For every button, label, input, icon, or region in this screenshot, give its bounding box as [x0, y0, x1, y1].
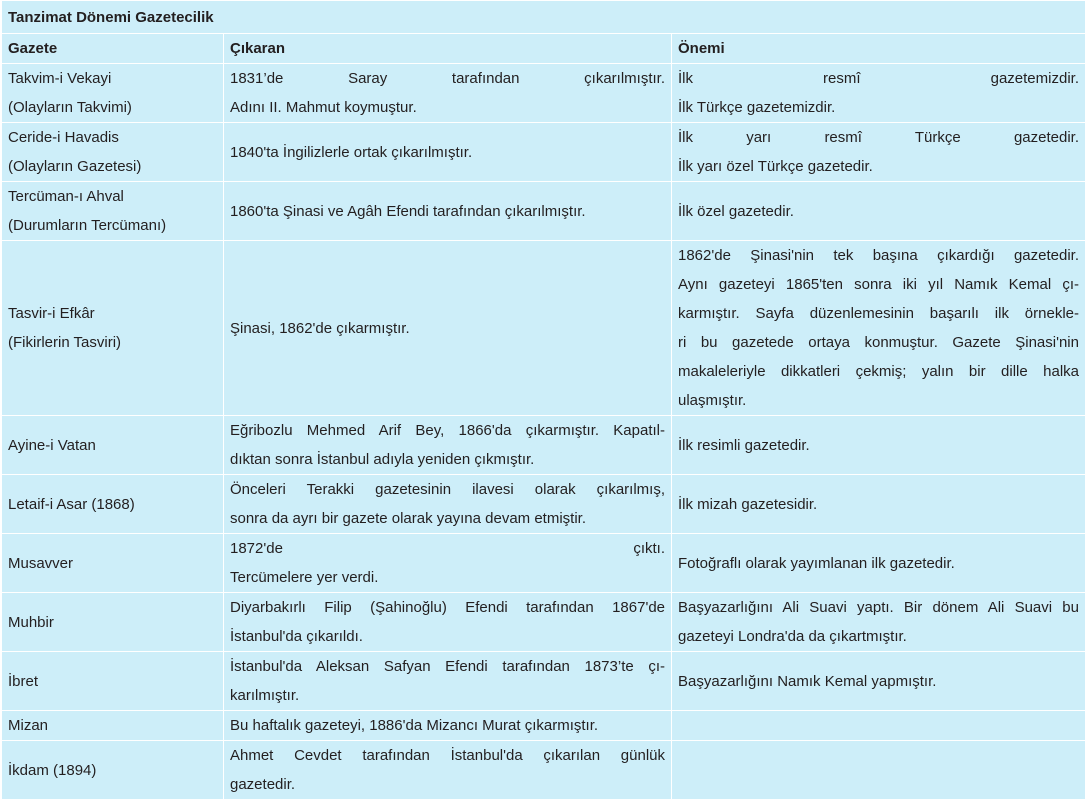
onemi-line: İlk yarı resmî Türkçe gazetedir.: [678, 129, 1079, 146]
table-row: [2, 593, 1086, 652]
cikaran-line: Önceleri Terakki gazetesinin ilavesi olarak çıkarılmış,: [230, 481, 665, 498]
table-row: [2, 182, 1086, 241]
table-title-row: [2, 1, 1086, 34]
cikaran-line: Ahmet Cevdet tarafından İstanbul'da çıkarılan günlük: [230, 747, 665, 764]
table-title: Tanzimat Dönemi Gazetecilik: [2, 1, 1086, 34]
onemi-line: 1862'de Şinasi'nin tek başına çıkardığı gazetedir.: [678, 247, 1079, 264]
gazete-line: İkdam (1894): [8, 761, 97, 779]
cikaran-line: Şinasi, 1862'de çıkarmıştır.: [230, 319, 410, 337]
table-row: [2, 241, 1086, 416]
cell-cikaran: [224, 182, 672, 241]
table-row: [2, 475, 1086, 534]
cell-cikaran: [224, 652, 672, 711]
table-body: [2, 64, 1086, 800]
header-gazete: Gazete: [2, 34, 224, 64]
cikaran-line: Eğribozlu Mehmed Arif Bey, 1866'da çıkarmıştır. Kapatıl-: [230, 422, 665, 439]
cell-gazete: [2, 652, 224, 711]
cell-cikaran: [224, 741, 672, 800]
gazete-line: Muhbir: [8, 613, 54, 631]
onemi-line: ri bu gazetede ortaya konmuştur. Gazete Şinasi'nin: [678, 334, 1079, 351]
cell-onemi: [672, 534, 1086, 593]
cell-onemi: [672, 64, 1086, 123]
cell-onemi: [672, 741, 1086, 800]
onemi-line: ulaşmıştır.: [678, 392, 747, 409]
table-row: [2, 123, 1086, 182]
cell-gazete: [2, 534, 224, 593]
onemi-line: gazeteyi Londra'da da çıkartmıştır.: [678, 628, 907, 645]
onemi-line: Başyazarlığını Ali Suavi yaptı. Bir dönem Ali Suavi bu: [678, 599, 1079, 616]
table-row: [2, 652, 1086, 711]
table-row: [2, 416, 1086, 475]
cell-cikaran: [224, 123, 672, 182]
onemi-line: İlk yarı özel Türkçe gazetedir.: [678, 158, 873, 175]
gazete-line: Takvim-i Vekayi: [8, 70, 112, 87]
gazete-line: Ayine-i Vatan: [8, 436, 96, 454]
cikaran-line: 1872'de çıktı.: [230, 540, 665, 557]
cikaran-line: 1840'ta İngilizlerle ortak çıkarılmıştır.: [230, 143, 473, 161]
cell-gazete: [2, 182, 224, 241]
gazete-line: Tasvir-i Efkâr: [8, 305, 95, 322]
onemi-line: Aynı gazeteyi 1865'ten sonra iki yıl Namık Kemal çı-: [678, 276, 1079, 293]
cell-cikaran: [224, 475, 672, 534]
onemi-line: Başyazarlığını Namık Kemal yapmıştır.: [678, 672, 937, 690]
onemi-line: Fotoğraflı olarak yayımlanan ilk gazetedir.: [678, 554, 955, 572]
cell-onemi: [672, 182, 1086, 241]
cikaran-line: karılmıştır.: [230, 687, 300, 704]
cell-gazete: [2, 416, 224, 475]
cell-gazete: [2, 475, 224, 534]
cell-cikaran: [224, 64, 672, 123]
cikaran-line: İstanbul'da Aleksan Safyan Efendi tarafından 1873’te çı-: [230, 658, 665, 675]
onemi-line: makaleleriyle dikkatleri çekmiş; yalın bir dille halka: [678, 363, 1079, 380]
cikaran-line: Diyarbakırlı Filip (Şahinoğlu) Efendi tarafından 1867'de: [230, 599, 665, 616]
gazete-line: Ceride-i Havadis: [8, 129, 119, 146]
cell-cikaran: [224, 416, 672, 475]
cikaran-line: Tercümelere yer verdi.: [230, 569, 379, 586]
gazete-line: (Durumların Tercümanı): [8, 217, 167, 234]
onemi-line: İlk özel gazetedir.: [678, 202, 794, 220]
gazete-line: (Olayların Takvimi): [8, 99, 132, 116]
cell-gazete: [2, 64, 224, 123]
cikaran-line: Adını II. Mahmut koymuştur.: [230, 99, 417, 116]
table-row: [2, 534, 1086, 593]
cell-gazete: [2, 711, 224, 741]
cell-onemi: [672, 475, 1086, 534]
gazete-line: Tercüman-ı Ahval: [8, 188, 124, 205]
cell-cikaran: [224, 711, 672, 741]
cikaran-line: Bu haftalık gazeteyi, 1886'da Mizancı Murat çıkarmıştır.: [230, 717, 599, 734]
cell-cikaran: [224, 534, 672, 593]
cikaran-line: 1860'ta Şinasi ve Agâh Efendi tarafından çıkarılmıştır.: [230, 202, 586, 220]
cell-onemi: [672, 123, 1086, 182]
cell-gazete: [2, 123, 224, 182]
cell-gazete: [2, 741, 224, 800]
cell-onemi: [672, 241, 1086, 416]
cell-onemi: [672, 416, 1086, 475]
cikaran-line: dıktan sonra İstanbul adıyla yeniden çıkmıştır.: [230, 451, 535, 468]
cell-gazete: [2, 241, 224, 416]
table-header-row: [2, 34, 1086, 64]
gazete-line: (Olayların Gazetesi): [8, 158, 142, 175]
gazete-line: (Fikirlerin Tasviri): [8, 334, 122, 351]
onemi-line: İlk mizah gazetesidir.: [678, 495, 818, 513]
cell-onemi: [672, 711, 1086, 741]
table-row: [2, 711, 1086, 741]
cikaran-line: sonra da ayrı bir gazete olarak yayına devam etmiştir.: [230, 510, 587, 527]
cell-gazete: [2, 593, 224, 652]
header-cikaran: Çıkaran: [224, 34, 672, 64]
table-row: [2, 64, 1086, 123]
header-onemi: Önemi: [672, 34, 1086, 64]
gazete-line: Mizan: [8, 717, 49, 734]
gazete-table: [1, 0, 1086, 800]
cikaran-line: 1831’de Saray tarafından çıkarılmıştır.: [230, 70, 665, 87]
onemi-line: İlk resimli gazetedir.: [678, 436, 810, 454]
cikaran-line: gazetedir.: [230, 776, 296, 793]
cell-onemi: [672, 652, 1086, 711]
gazete-line: Musavver: [8, 554, 74, 572]
cell-onemi: [672, 593, 1086, 652]
gazete-line: Letaif-i Asar (1868): [8, 495, 135, 513]
cikaran-line: İstanbul'da çıkarıldı.: [230, 628, 363, 645]
table-row: [2, 741, 1086, 800]
cell-cikaran: [224, 241, 672, 416]
onemi-line: İlk Türkçe gazetemizdir.: [678, 99, 836, 116]
gazete-line: İbret: [8, 672, 39, 690]
onemi-line: karmıştır. Sayfa düzenlemesinin başarılı ilk örnekle-: [678, 305, 1079, 322]
onemi-line: İlk resmî gazetemizdir.: [678, 70, 1079, 87]
cell-cikaran: [224, 593, 672, 652]
